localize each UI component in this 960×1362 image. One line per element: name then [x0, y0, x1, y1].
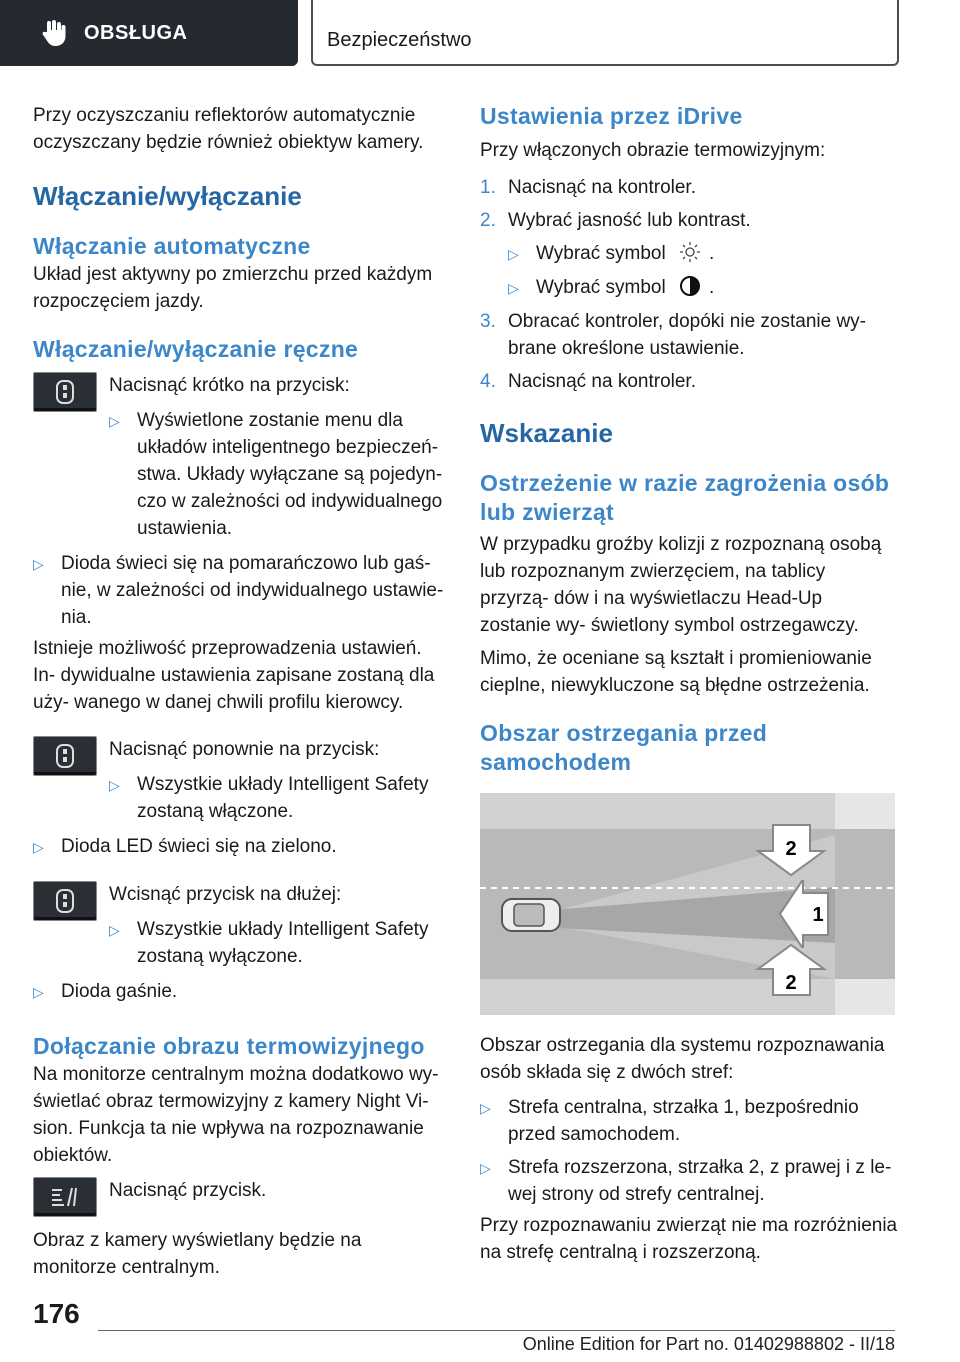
- triangle-bullet-icon: ▷: [508, 246, 519, 262]
- contrast-icon: [679, 275, 701, 297]
- thermal-shown-text: Obraz z kamery wyświetlany będzie na monitorze centralnym.: [33, 1230, 362, 1278]
- safety-button-icon: [33, 736, 97, 776]
- list-item: [109, 771, 448, 825]
- auto-text: Układ jest aktywny po zmierzchu przed każdym rozpoczęciem jazdy.: [33, 264, 433, 312]
- warning-area-diagram: [480, 793, 895, 1015]
- triangle-bullet-icon: ▷: [109, 922, 120, 938]
- step-number: 3.: [480, 311, 496, 332]
- triangle-bullet-icon: ▷: [508, 280, 519, 296]
- list-item: [480, 368, 898, 395]
- heading-area: Obszar ostrzegania przed samochodem: [480, 720, 768, 775]
- step-number: 1.: [480, 177, 496, 198]
- triangle-bullet-icon: ▷: [480, 1160, 491, 1176]
- triangle-bullet-icon: ▷: [33, 984, 44, 1000]
- footer-divider: [98, 1330, 895, 1331]
- intro-text: Przy oczyszczaniu reflektorów automatycznie oczyszczany będzie również obiektyw kamery.: [33, 105, 424, 153]
- step-text: Nacisnąć na kontroler.: [508, 177, 696, 198]
- triangle-bullet-icon: ▷: [480, 1100, 491, 1116]
- period-text: .: [708, 243, 715, 264]
- list-item: [480, 1154, 898, 1208]
- heading-on-off: Włączanie/wyłączanie: [33, 181, 302, 211]
- list-item: [508, 274, 898, 302]
- zone-central-text: Strefa centralna, strzałka 1, bezpośrednio przed samochodem.: [508, 1097, 859, 1145]
- list-item: [508, 240, 898, 268]
- press-short-block: [33, 372, 448, 542]
- arrow-2-bottom-label: 2: [785, 972, 797, 994]
- list-item: [480, 207, 898, 234]
- safety-button-icon: [33, 881, 97, 921]
- list-item: [480, 308, 898, 362]
- list-item: [33, 978, 448, 1006]
- night-vision-button-icon: [33, 1177, 97, 1217]
- press-long-block: [33, 881, 448, 970]
- area-text: Obszar ostrzegania dla systemu rozpoznawania osób składa się z dwóch stref:: [480, 1035, 885, 1083]
- warning-text: W przypadku groźby kolizji z rozpoznaną osobą lub rozpoznanym zwierzęciem, na tablicy przyrzą- dów i na wyświetlaczu Head-Up zostanie wy- świetlony symbol ostrzegawczy.: [480, 534, 882, 636]
- animals-text: Przy rozpoznawaniu zwierząt nie ma rozróżnienia na strefę centralną i rozszerzoną.: [480, 1215, 898, 1263]
- section-label: OBSŁUGA: [84, 21, 188, 44]
- car-icon: [502, 899, 560, 931]
- heading-display: Wskazanie: [480, 418, 613, 448]
- press-btn-text: Nacisnąć przycisk.: [109, 1180, 267, 1201]
- sub-brightness-text: Wybrać symbol: [536, 243, 666, 264]
- press-again-block: [33, 736, 448, 825]
- heading-warning: Ostrzeżenie w razie zagrożenia osób lub zwierząt: [480, 470, 890, 525]
- triangle-bullet-icon: ▷: [109, 413, 120, 429]
- thermal-text: Na monitorze centralnym można dodatkowo wy- świetlać obraz termowizyjny z kamery Night Vi- sion. Funkcja ta nie wpływa na rozpoznawanie obiektów.: [33, 1064, 439, 1166]
- step-text: Obracać kontroler, dopóki nie zostanie wy- brane określone ustawienie.: [508, 311, 867, 359]
- triangle-bullet-icon: ▷: [109, 777, 120, 793]
- chapter-tab: [311, 0, 899, 66]
- heading-thermal: Dołączanie obrazu termowizyjnego: [33, 1033, 425, 1059]
- triangle-bullet-icon: ▷: [33, 556, 44, 572]
- sub-contrast-text: Wybrać symbol: [536, 277, 666, 298]
- list-item: [109, 916, 448, 970]
- list-item: [33, 833, 448, 861]
- list-item: [480, 174, 898, 201]
- list-item: [480, 1094, 898, 1148]
- triangle-bullet-icon: ▷: [33, 839, 44, 855]
- led-green-text: Dioda LED świeci się na zielono.: [61, 836, 337, 857]
- left-column: [33, 100, 448, 1281]
- list-item: [33, 550, 448, 631]
- press-again-text: Nacisnąć ponownie na przycisk:: [109, 739, 380, 760]
- list-item: [109, 407, 448, 542]
- edition-text: Online Edition for Part no. 01402988802 - II/18: [522, 1334, 895, 1354]
- all-off-text: Wszystkie układy Intelligent Safety zostaną wyłączone.: [137, 919, 429, 967]
- chapter-label: Bezpieczeństwo: [327, 29, 472, 51]
- arrow-1-label: 1: [812, 904, 824, 926]
- period-text: .: [708, 277, 715, 298]
- step-number: 2.: [480, 210, 496, 231]
- led-orange-text: Dioda świeci się na pomarańczowo lub gaś- nie, w zależności od indywidualnego ustawie- nia.: [61, 553, 444, 628]
- individual-text: Istnieje możliwość przeprowadzenia ustawień. In- dywidualne ustawienia zapisane zostaną dla uży- wanego w danej chwili profilu kierowcy.: [33, 638, 435, 713]
- false-warn-text: Mimo, że oceniane są kształt i promieniowanie cieplne, niewykluczone są błędne ostrzeżenia.: [480, 648, 872, 696]
- press-long-text: Wcisnąć przycisk na dłużej:: [109, 884, 342, 905]
- menu-bullet-text: Wyświetlone zostanie menu dla układów inteligentnego bezpieczeń- stwa. Układy wyłączane są pojedyn- czo w zależności od indywidualnego ustawienia.: [137, 410, 443, 539]
- led-off-text: Dioda gaśnie.: [61, 981, 178, 1002]
- brightness-icon: [679, 241, 701, 263]
- heading-idrive: Ustawienia przez iDrive: [480, 103, 743, 129]
- zone-extended-text: Strefa rozszerzona, strzałka 2, z prawej i z le- wej strony od strefy centralnej.: [508, 1157, 892, 1205]
- step-text: Nacisnąć na kontroler.: [508, 371, 696, 392]
- hand-icon: [38, 18, 68, 48]
- heading-auto: Włączanie automatyczne: [33, 233, 311, 259]
- press-short-text: Nacisnąć krótko na przycisk:: [109, 375, 350, 396]
- press-btn-block: [33, 1177, 448, 1217]
- arrow-2-top-label: 2: [785, 838, 797, 860]
- page-number: 176: [33, 1298, 80, 1329]
- idrive-intro: Przy włączonych obrazie termowizyjnym:: [480, 140, 826, 161]
- all-on-text: Wszystkie układy Intelligent Safety zostaną włączone.: [137, 774, 429, 822]
- step-number: 4.: [480, 371, 496, 392]
- section-tab: [0, 0, 298, 66]
- safety-button-icon: [33, 372, 97, 412]
- right-column: [480, 100, 898, 1266]
- step-text: Wybrać jasność lub kontrast.: [508, 210, 751, 231]
- heading-manual: Włączanie/wyłączanie ręczne: [33, 336, 359, 362]
